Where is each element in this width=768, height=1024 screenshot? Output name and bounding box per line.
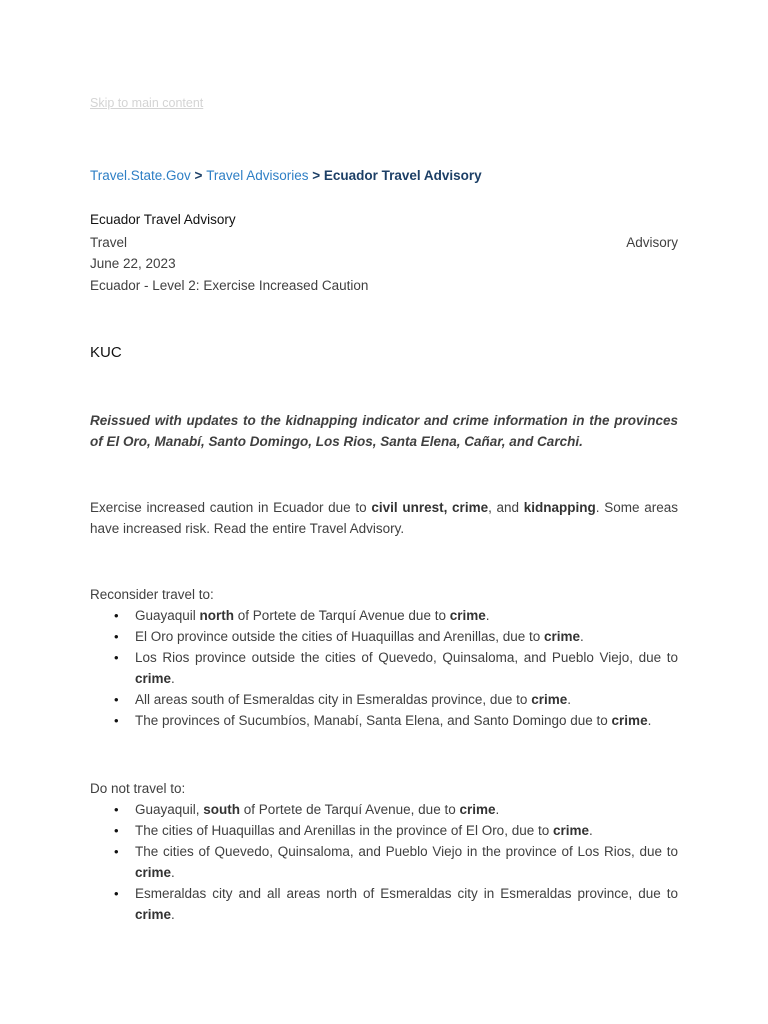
intro-paragraph bbox=[90, 497, 678, 539]
country-tag: KUC bbox=[90, 344, 122, 361]
list-item-bold: crime bbox=[531, 692, 568, 707]
do-not-travel-list bbox=[90, 799, 678, 925]
bullet-icon: • bbox=[114, 629, 119, 644]
list-item bbox=[90, 710, 678, 731]
list-item-text: The cities of Huaquillas and Arenillas in the province of El Oro, due to bbox=[135, 823, 553, 838]
list-item-text: . bbox=[171, 671, 175, 686]
list-item-text: . bbox=[495, 802, 500, 817]
list-item-bold: crime bbox=[449, 608, 486, 623]
list-item bbox=[90, 605, 678, 626]
list-item-text: The cities of Quevedo, Quinsaloma, and Pueblo Viejo in the province of Los Rios, due to bbox=[135, 844, 678, 859]
list-item-text: . bbox=[567, 692, 571, 707]
breadcrumb bbox=[90, 165, 678, 186]
reconsider-section bbox=[90, 584, 678, 731]
list-item-text: El Oro province outside the cities of Huaquillas and Arenillas, due to bbox=[135, 629, 544, 644]
advisory-type-right: Advisory bbox=[626, 235, 678, 250]
breadcrumb-current: Ecuador Travel Advisory bbox=[323, 168, 482, 183]
intro-text: Exercise increased caution in Ecuador due to bbox=[90, 500, 372, 515]
list-item-bold: crime bbox=[459, 802, 496, 817]
list-item-text: . bbox=[485, 608, 490, 623]
list-item-bold: crime bbox=[611, 713, 648, 728]
list-item bbox=[90, 647, 678, 689]
bullet-icon: • bbox=[114, 844, 119, 859]
list-item-bold: crime bbox=[543, 629, 581, 644]
intro-bold-text: kidnapping bbox=[523, 500, 596, 515]
reconsider-list bbox=[90, 605, 678, 731]
bullet-icon: • bbox=[114, 802, 119, 817]
list-item bbox=[90, 626, 678, 647]
list-item-bold: crime bbox=[135, 907, 172, 922]
breadcrumb-advisories-link[interactable]: Travel Advisories bbox=[206, 168, 309, 183]
list-item bbox=[90, 883, 678, 925]
advisory-type-row bbox=[90, 232, 678, 253]
do-not-travel-section bbox=[90, 778, 678, 925]
list-item-text: Guayaquil, bbox=[135, 802, 204, 817]
list-item-text: All areas south of Esmeraldas city in Esmeraldas province, due to bbox=[135, 692, 532, 707]
reconsider-heading: Reconsider travel to: bbox=[90, 587, 214, 602]
bullet-icon: • bbox=[114, 713, 119, 728]
advisory-type-left: Travel bbox=[90, 235, 128, 250]
list-item-bold: crime bbox=[135, 671, 172, 686]
bullet-icon: • bbox=[114, 886, 119, 901]
list-item-text: The provinces of Sucumbíos, Manabí, Santa Elena, and Santo Domingo due to bbox=[135, 713, 612, 728]
bullet-icon: • bbox=[114, 823, 119, 838]
bullet-icon: • bbox=[114, 608, 119, 623]
do-not-travel-heading: Do not travel to: bbox=[90, 781, 186, 796]
list-item-text: Los Rios province outside the cities of Quevedo, Quinsaloma, and Pueblo Viejo, due to bbox=[135, 650, 678, 665]
list-item bbox=[90, 799, 678, 820]
bullet-icon: • bbox=[114, 650, 119, 665]
list-item-text: Esmeraldas city and all areas north of Esmeraldas city in Esmeraldas province, due to bbox=[135, 886, 678, 901]
intro-text: , and bbox=[488, 500, 524, 515]
list-item-text: . bbox=[589, 823, 593, 838]
list-item-text: . bbox=[647, 713, 652, 728]
list-item-text: . bbox=[171, 907, 175, 922]
list-item-text: . bbox=[171, 865, 175, 880]
skip-to-main-link[interactable]: Skip to main content bbox=[90, 96, 204, 110]
bullet-icon: • bbox=[114, 692, 119, 707]
list-item-bold: crime bbox=[552, 823, 590, 838]
intro-bold-text: civil unrest, crime bbox=[371, 500, 489, 515]
breadcrumb-separator: > bbox=[190, 168, 207, 183]
list-item bbox=[90, 841, 678, 883]
list-item-bold: crime bbox=[135, 865, 172, 880]
breadcrumb-home-link[interactable]: Travel.State.Gov bbox=[90, 168, 191, 183]
list-item-bold: south bbox=[203, 802, 241, 817]
list-item-text: of Portete de Tarquí Avenue due to bbox=[234, 608, 450, 623]
list-item-text: Guayaquil bbox=[135, 608, 200, 623]
reissued-note: Reissued with updates to the kidnapping indicator and crime information in the provinces of El Oro, Manabí, Santo Domingo, Los Rios, Santa Elena, Cañar, and Carchi. bbox=[90, 413, 678, 449]
list-item-text: . bbox=[580, 629, 584, 644]
list-item-bold: north bbox=[199, 608, 235, 623]
advisory-date: June 22, 2023 bbox=[90, 256, 176, 271]
list-item bbox=[90, 820, 678, 841]
intro-text: . Some areas have increased risk. Read the entire Travel Advisory. bbox=[90, 500, 678, 536]
list-item-text: of Portete de Tarquí Avenue, due to bbox=[240, 802, 460, 817]
breadcrumb-separator: > bbox=[308, 168, 324, 183]
advisory-level: Ecuador - Level 2: Exercise Increased Caution bbox=[90, 278, 369, 293]
list-item bbox=[90, 689, 678, 710]
page-title: Ecuador Travel Advisory bbox=[90, 212, 236, 227]
